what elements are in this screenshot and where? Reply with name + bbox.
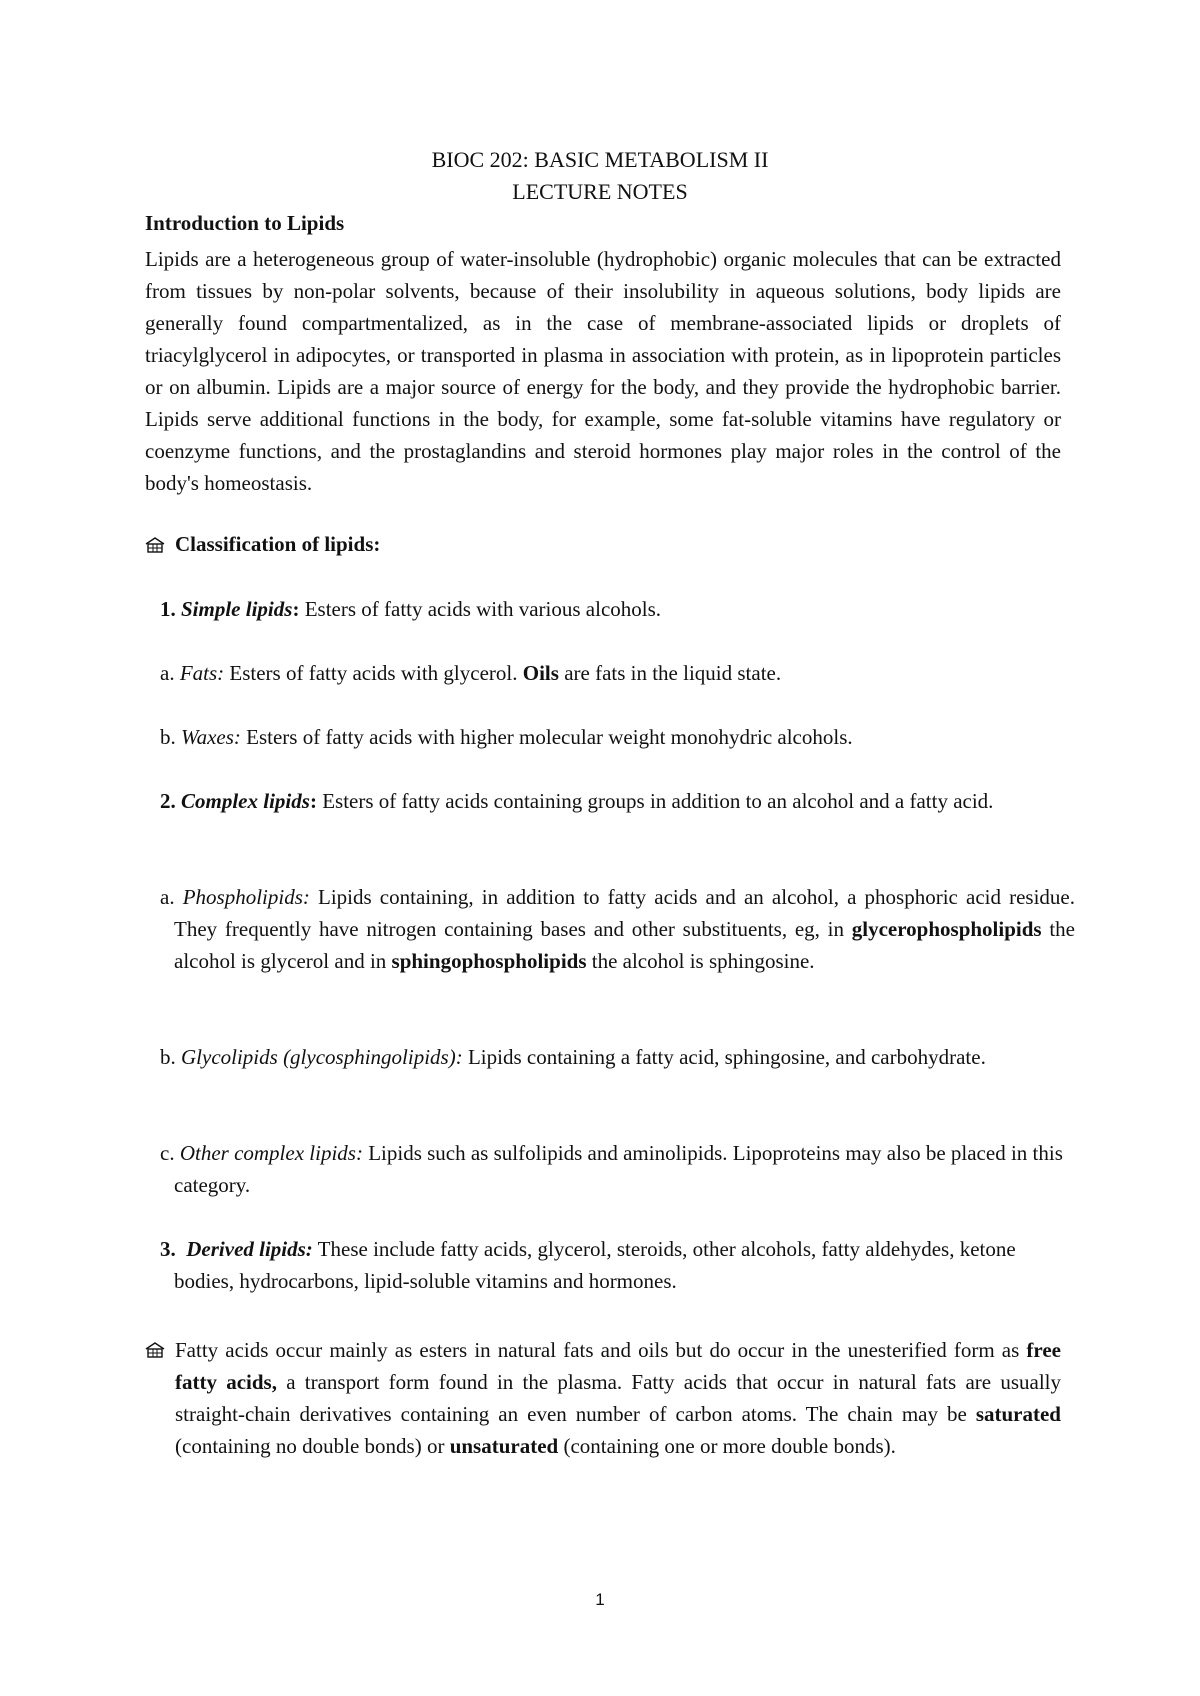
- other-complex-letter: c.: [160, 1141, 175, 1165]
- waxes-term: Waxes:: [181, 725, 241, 749]
- lecture-notes-title: LECTURE NOTES: [512, 179, 688, 204]
- house-bullet-icon: [145, 537, 165, 553]
- fats-text-2: are fats in the liquid state.: [558, 661, 782, 685]
- fatty-acids-text-4: (containing one or more double bonds).: [558, 1434, 896, 1458]
- classification-heading-text: Classification of lipids:: [175, 532, 381, 556]
- simple-lipids-item: [160, 593, 661, 625]
- glycerophospholipids-term: glycerophospholipids: [851, 917, 1042, 941]
- other-complex-text: Lipids such as sulfolipids and aminolipids. Lipoproteins may also be placed in this category.: [174, 1141, 1063, 1197]
- simple-lipids-text: Esters of fatty acids with various alcohols.: [299, 597, 662, 621]
- fats-letter: a.: [160, 661, 175, 685]
- fatty-acids-text: [145, 1334, 1061, 1462]
- waxes-text: Esters of fatty acids with higher molecular weight monohydric alcohols.: [240, 725, 853, 749]
- intro-heading: Introduction to Lipids: [145, 211, 345, 235]
- glycolipids-letter: b.: [160, 1045, 176, 1069]
- classification-heading: [145, 532, 380, 557]
- complex-lipids-item: [160, 785, 1000, 817]
- other-complex-term: Other complex lipids:: [179, 1141, 363, 1165]
- derived-lipids-number: 3.: [160, 1237, 176, 1261]
- phospholipids-text-1: Lipids containing, in addition to fatty acids and an alcohol, a phosphoric acid residue. They frequently have nitrogen containing bases and other substituents, eg, in: [174, 885, 1075, 941]
- derived-lipids-text: These include fatty acids, glycerol, steroids, other alcohols, fatty aldehydes, ketone bodies, hydrocarbons, lipid-soluble vitamins and hormones.: [174, 1237, 1016, 1293]
- course-title: BIOC 202: BASIC METABOLISM II: [431, 147, 769, 172]
- fats-item: [160, 657, 781, 689]
- unsaturated-term: unsaturated: [449, 1434, 559, 1458]
- phospholipids-item: [160, 881, 1075, 977]
- free-fatty-acids-term: free fatty acids,: [175, 1338, 1061, 1394]
- other-complex-lipids-item: [160, 1137, 1075, 1201]
- complex-lipids-number: 2.: [160, 789, 176, 813]
- waxes-item: [160, 721, 853, 753]
- complex-lipids-colon: :: [309, 789, 317, 813]
- simple-lipids-term: Simple lipids: [181, 597, 293, 621]
- oils-term: Oils: [522, 661, 559, 685]
- fatty-acids-paragraph: [145, 1334, 1061, 1462]
- glycolipids-item: [160, 1041, 1000, 1073]
- fats-term: Fats:: [179, 661, 225, 685]
- page-number: 1: [595, 1590, 605, 1609]
- glycolipids-term: Glycolipids (glycosphingolipids):: [181, 1045, 463, 1069]
- phospholipids-letter: a.: [160, 885, 175, 909]
- waxes-letter: b.: [160, 725, 176, 749]
- simple-lipids-colon: :: [292, 597, 300, 621]
- simple-lipids-number: 1.: [160, 597, 176, 621]
- phospholipids-text-3: the alcohol is sphingosine.: [586, 949, 815, 973]
- complex-lipids-text: Esters of fatty acids containing groups in addition to an alcohol and a fatty acid.: [316, 789, 994, 813]
- fats-text-1: Esters of fatty acids with glycerol.: [224, 661, 523, 685]
- saturated-term: saturated: [975, 1402, 1061, 1426]
- fatty-acids-text-1: Fatty acids occur mainly as esters in natural fats and oils but do occur in the unesterified form as: [175, 1338, 1027, 1362]
- complex-lipids-term: Complex lipids: [181, 789, 310, 813]
- house-bullet-icon: [145, 1342, 165, 1358]
- phospholipids-term: Phospholipids:: [182, 885, 310, 909]
- phospholipids-text-2: the alcohol is glycerol and in: [174, 917, 1075, 973]
- derived-lipids-item: [160, 1233, 1024, 1297]
- sphingophospholipids-term: sphingophospholipids: [391, 949, 587, 973]
- glycolipids-text: Lipids containing a fatty acid, sphingosine, and carbohydrate.: [462, 1045, 986, 1069]
- fatty-acids-text-2: a transport form found in the plasma. Fatty acids that occur in natural fats are usually straight-chain derivatives containing an even number of carbon atoms. The chain may be: [175, 1370, 1061, 1426]
- fatty-acids-text-3: (containing no double bonds) or: [175, 1434, 450, 1458]
- intro-paragraph: Lipids are a heterogeneous group of water-insoluble (hydrophobic) organic molecules that can be extracted from tissues by non-polar solvents, because of their insolubility in aqueous solutions, body lipids are generally found compartmentalized, as in the case of membrane-associated lipids or droplets of triacylglycerol in adipocytes, or transported in plasma in association with protein, as in lipoprotein particles or on albumin. Lipids are a major source of energy for the body, and they provide the hydrophobic barrier. Lipids serve additional functions in the body, for example, some fat-soluble vitamins have regulatory or coenzyme functions, and the prostaglandins and steroid hormones play major roles in the control of the body's homeostasis.: [145, 247, 1061, 495]
- derived-lipids-term: Derived lipids:: [186, 1237, 313, 1261]
